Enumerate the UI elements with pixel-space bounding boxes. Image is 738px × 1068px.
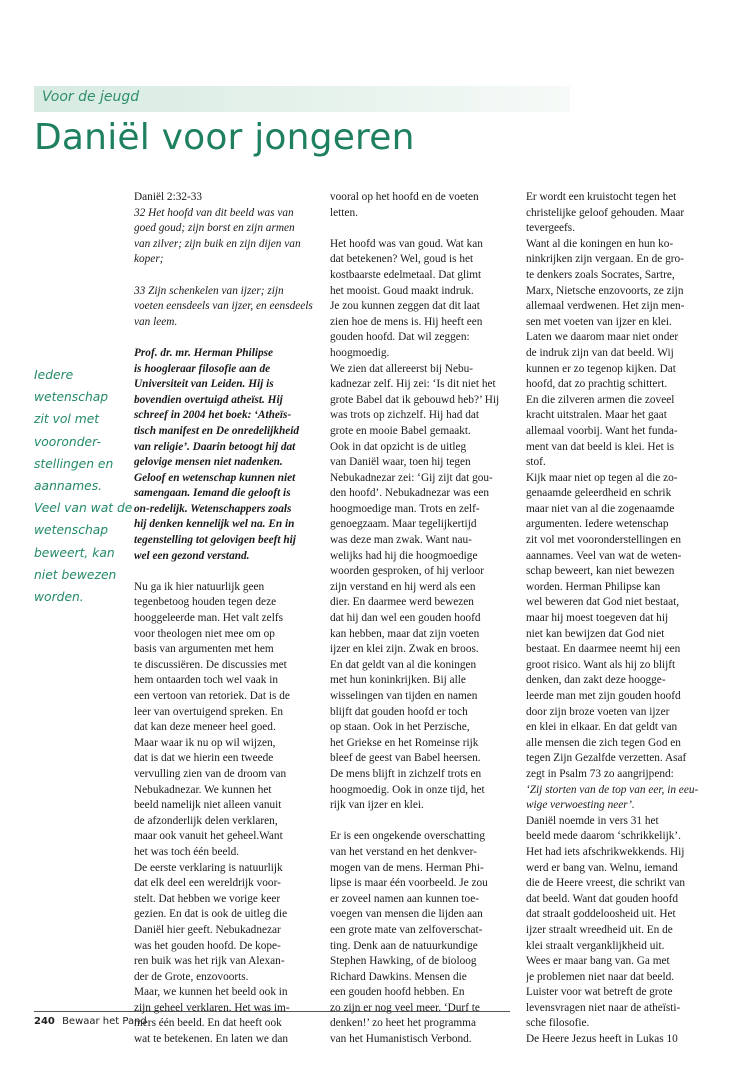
text-line: levensvragen niet naar de atheïsti- (526, 1001, 681, 1014)
text-line: gezien. En dat is ook de uitleg die (134, 908, 288, 921)
text-line: door zijn broze voeten van ijzer (526, 705, 670, 718)
section-label: Voor de jeugd (42, 89, 140, 105)
text-line: allemaal verdwenen. Het zijn men- (526, 300, 685, 313)
text-line: ijzer en klei zijn. Zwak en broos. (330, 643, 479, 656)
text-line: dat elk deel een wereldrijk voor- (134, 877, 281, 890)
pull-quote-line: Iedere (34, 368, 74, 382)
text-line: genoegzaam. Maar tegelijkertijd (330, 518, 477, 531)
text-column-2 (330, 190, 514, 1048)
text-line: denken, dan zakt deze hoogge- (526, 674, 666, 687)
text-line: dat kan deze meneer heel goed. (134, 721, 276, 734)
text-line: ting. Denk aan de natuurkundige (330, 939, 478, 952)
text-line: blijft dat gouden hoofd er toch (330, 705, 468, 718)
pull-quote-line: beweert, kan (34, 545, 115, 560)
text-line: tisch manifest en De onredelijkheid (134, 424, 300, 437)
pull-quote-line: wetenschap (34, 523, 109, 538)
text-line: van het verstand en het denkver- (330, 845, 477, 858)
text-line: kracht uitstralen. Maar het gaat (526, 409, 667, 422)
pull-quote (34, 364, 134, 608)
text-line: hoogmoedige man. Trots en zelf- (330, 502, 480, 515)
text-line: Richard Dawkins. Mensen die (330, 970, 467, 983)
text-line: schap beweert, kan niet bewezen (526, 565, 675, 578)
text-line: zien hoe de mens is. Hij heeft een (330, 315, 483, 328)
text-line: Geloof en wetenschap kunnen niet (134, 471, 296, 484)
text-line: bovendien overtuigd atheïst. Hij (134, 393, 283, 406)
text-line: stof. (526, 456, 546, 469)
text-line: was trots op zichzelf. Hij had dat (330, 409, 480, 422)
text-line: met hun koninkrijken. Bij alle (330, 674, 466, 687)
text-line: de indruk zijn van dat beeld. Wij (526, 346, 674, 359)
text-line: samengaan. Iemand die gelooft is (134, 487, 291, 500)
text-column-3 (526, 190, 710, 1048)
text-line: Nebukadnezar zei: ‘Gij zijt dat gou- (330, 471, 493, 484)
text-line: bleef de geest van Babel heersen. (330, 752, 481, 765)
text-line: ment van dat beeld is klei. Het is (526, 440, 675, 453)
pull-quote-line: worden. (34, 590, 84, 605)
text-line: 32 Het hoofd van dit beeld was van (134, 206, 294, 219)
text-line: Universiteit van Leiden. Hij is (134, 378, 274, 391)
text-line: Laten we daarom maar niet onder (526, 331, 679, 344)
text-line: kostbaarste edelmetaal. Dat glimt (330, 268, 482, 281)
text-line: En die zilveren armen die zoveel (526, 393, 675, 406)
text-line: je problemen niet naar dat beeld. (526, 970, 675, 983)
text-line: een grote mate van zelfoverschat- (330, 923, 483, 936)
text-line: er zoveel namen aan kunnen toe- (330, 892, 479, 905)
text-column-1 (134, 190, 320, 1048)
text-line: het Griekse en het Romeinse rijk (330, 736, 479, 749)
text-line: wisselingen van tijden en namen (330, 690, 478, 702)
text-line: hij denken kennelijk wel na. En in (134, 518, 295, 531)
text-line: maar niet van al die zogenaamde (526, 502, 675, 515)
text-line: leerde man met zijn gouden hoofd (526, 690, 681, 702)
pull-quote-line: niet bewezen (34, 567, 117, 582)
text-line: Kijk maar niet op tegen al die zo- (526, 471, 678, 484)
text-line: Prof. dr. mr. Herman Philipse (134, 346, 274, 359)
text-line: het mooist. Goud maakt indruk. (330, 284, 474, 297)
text-line: dat beeld. Want dat gouden hoofd (526, 892, 678, 905)
text-line: wat te betekenen. En laten we dan (134, 1033, 289, 1046)
text-line: maar ook vanuit het geheel.Want (134, 830, 283, 843)
text-line: gouden hoofd. Dat wil zeggen: (330, 331, 470, 344)
text-line: goed goud; zijn borst en zijn armen (134, 222, 295, 235)
text-line: werd er bang van. Welnu, iemand (526, 861, 678, 874)
text-line: het was toch één beeld. (134, 845, 240, 858)
text-line: die de Heere vreest, die schrikt van (526, 877, 686, 890)
text-line: schreef in 2004 het boek: ‘Atheïs- (134, 409, 292, 422)
text-line: rijk van ijzer en klei. (330, 799, 424, 812)
text-line: ‘Zij storten van de top van eer, in eeu- (526, 783, 699, 796)
text-line: vervulling zien van de droom van (134, 767, 287, 780)
text-line: welijks had hij die hoogmoedige (330, 549, 478, 562)
text-line: zijn geheel verklaren. Het was im- (134, 1001, 290, 1014)
text-line: lipse is maar één voorbeeld. Je zou (330, 877, 488, 890)
text-line: kadnezar zelf. Hij zei: ‘Is dit niet het (330, 378, 496, 391)
text-line: sen met voeten van ijzer en klei. (526, 315, 672, 328)
text-line: hoofd, dat zo prachtig schittert. (526, 378, 668, 391)
text-line: Luister voor wat betreft de grote (526, 986, 673, 999)
paragraph-gap (330, 221, 514, 237)
text-line: ijzer straalt wreedheid uit. En de (526, 923, 673, 936)
footer (34, 1016, 147, 1027)
text-line: kan hebben, maar dat zijn voeten (330, 627, 480, 640)
text-line: te denkers zoals Socrates, Sartre, (526, 268, 675, 281)
text-line: basis van argumenten met hem (134, 643, 274, 656)
text-line: hooggeleerde man. Het valt zelfs (134, 612, 283, 625)
footer-rule (34, 1011, 510, 1012)
text-line: allemaal voorbij. Want het funda- (526, 424, 678, 437)
text-line: dat is dat we hierin een tweede (134, 752, 274, 765)
text-line: te discussiëren. De discussies met (134, 658, 287, 671)
text-line: dat straalt goddeloosheid uit. Het (526, 908, 676, 921)
text-line: een vertoon van retoriek. Dat is de (134, 690, 290, 702)
text-line: Daniël hier geeft. Nebukadnezar (134, 923, 281, 936)
text-line: voeten eensdeels van ijzer, en eensdeels (134, 300, 313, 313)
text-line: Marx, Nietsche enzovoorts, ze zijn (526, 284, 684, 297)
publication-name: Bewaar het Pand (62, 1016, 147, 1027)
pull-quote-line: Veel van wat de (34, 501, 133, 516)
text-line: van het Humanistisch Verbond. (330, 1033, 472, 1046)
text-line: was deze man zwak. Want nau- (330, 534, 472, 547)
text-line: koper; (134, 253, 164, 266)
text-line: groot risico. Want als hij zo blijft (526, 658, 676, 671)
text-line: We zien dat allereerst bij Nebu- (330, 362, 474, 375)
text-line: Het had iets afschrikwekkends. Hij (526, 845, 685, 858)
text-line: en klei in elkaar. En dat geldt van (526, 721, 678, 734)
text-line: De eerste verklaring is natuurlijk (134, 861, 283, 874)
text-line: De mens blijft in zichzelf trots en (330, 767, 482, 780)
text-line: Maar, we kunnen het beeld ook in (134, 986, 288, 999)
text-line: Want al die koningen en hun ko- (526, 237, 674, 250)
text-line: argumenten. Iedere wetenschap (526, 518, 669, 531)
text-line: tegenstelling tot gelovigen beeft hij (134, 534, 296, 547)
text-line: Het hoofd was van goud. Wat kan (330, 237, 483, 250)
text-line: leer van overtuigend spreken. En (134, 705, 283, 718)
text-line: ren buik was het rijk van Alexan- (134, 955, 285, 968)
text-line: aannames. Veel van wat de weten- (526, 549, 682, 562)
text-line: Wees er maar bang van. Ga met (526, 955, 670, 968)
text-line: sche filosofie. (526, 1017, 590, 1030)
text-line: Er wordt een kruistocht tegen het (526, 191, 677, 203)
text-line: 33 Zijn schenkelen van ijzer; zijn (134, 284, 284, 297)
text-line: maar hij moest toegeven dat hij (526, 612, 669, 625)
text-line: hoogmoedig. (330, 346, 390, 359)
text-line: dat betekenen? Wel, goud is het (330, 253, 474, 266)
pull-quote-line: stellingen en (34, 456, 114, 471)
pull-quote-line: vooronder- (34, 434, 101, 449)
text-line: grote en mooie Babel gemaakt. (330, 424, 471, 437)
text-line: tevergeefs. (526, 222, 576, 235)
paragraph-gap (134, 268, 320, 284)
text-line: Nu ga ik hier natuurlijk geen (134, 580, 265, 593)
text-line: is hoogleraar filosofie aan de (134, 362, 271, 375)
text-line: den hoofd’. Nebukadnezar was een (330, 487, 490, 500)
text-line: letten. (330, 206, 358, 219)
text-line: was het gouden hoofd. De kope- (134, 939, 281, 952)
text-line: woorden gesproken, of hij verloor (330, 565, 485, 578)
text-line: beeld namelijk niet alleen vanuit (134, 799, 282, 812)
text-line: zegt in Psalm 73 zo aangrijpend: (526, 767, 674, 780)
text-line: van Daniël waar, toen hij tegen (330, 456, 471, 469)
text-line: on-redelijk. Wetenschappers zoals (134, 502, 292, 515)
text-line: gelovige mensen niet nadenken. (134, 456, 283, 469)
text-line: christelijke geloof gehouden. Maar (526, 206, 685, 219)
paragraph-gap (134, 564, 320, 580)
text-line: Stephen Hawking, of de bioloog (330, 955, 477, 968)
text-line: ninkrijken zijn vergaan. En de gro- (526, 253, 684, 266)
text-line: tegen Zijn Gezalfde verzetten. Asaf (526, 752, 687, 765)
text-line: van religie’. Daarin betoogt hij dat (134, 440, 296, 453)
page-number: 240 (34, 1016, 55, 1027)
text-line: alle mensen die zich tegen God en (526, 736, 681, 749)
text-line: genaamde geleerdheid en schrik (526, 487, 672, 500)
text-line: mers één beeld. En dat heeft ook (134, 1017, 282, 1030)
text-line: wel een gezond verstand. (134, 549, 250, 562)
text-line: voegen van mensen die lijden aan (330, 908, 483, 921)
text-line: De Heere Jezus heeft in Lukas 10 (526, 1033, 678, 1046)
text-line: beeld mede daarom ‘schrikkelijk’. (526, 830, 681, 843)
article-title: Daniël voor jongeren (34, 117, 415, 158)
text-line: worden. Herman Philipse kan (526, 580, 661, 593)
text-line: van zilver; zijn buik en zijn dijen van (134, 237, 301, 250)
text-line: denken!’ zo heet het programma (330, 1017, 476, 1030)
text-line: Nebukadnezar. We kunnen het (134, 783, 272, 796)
text-line: klei straalt verganklijkheid uit. (526, 939, 665, 952)
text-line: Daniël noemde in vers 31 het (526, 814, 659, 827)
text-line: zijn verstand en hij werd als een (330, 580, 476, 593)
text-line: wel beweren dat God niet bestaat, (526, 596, 680, 609)
text-line: de afzonderlijk delen verklaren, (134, 814, 278, 827)
text-line: Je zou kunnen zeggen dat dit laat (330, 300, 480, 313)
text-line: tegenbetoog houden tegen deze (134, 596, 277, 609)
text-line: op staan. Ook in het Perzische, (330, 721, 470, 734)
text-line: vooral op het hoofd en de voeten (330, 191, 479, 203)
text-line: mogen van de mens. Herman Phi- (330, 861, 484, 874)
paragraph-gap (134, 330, 320, 346)
text-line: hoogmoedig. Ook in onze tijd, het (330, 783, 485, 796)
text-line: Daniël 2:32-33 (134, 191, 203, 203)
text-line: kunnen er zo tegenop kijken. Dat (526, 362, 676, 375)
text-line: dier. En daarmee werd bewezen (330, 596, 474, 609)
text-line: En dat geldt van al die koningen (330, 658, 477, 671)
text-line: zit vol met vooronderstellingen en (526, 534, 681, 547)
pull-quote-line: zit vol met (34, 412, 100, 427)
text-line: grote Babel dat ik gebouwd heb?’ Hij (330, 393, 500, 406)
text-line: Ook in dat opzicht is de uitleg (330, 440, 467, 453)
text-line: zo zijn er nog veel meer. ‘Durf te (330, 1001, 480, 1014)
text-line: bestaat. En daarmee neemt hij een (526, 643, 681, 656)
text-line: een gouden hoofd hebben. En (330, 986, 465, 999)
text-line: voor theologen niet mee om op (134, 627, 275, 640)
text-line: stelt. Dat hebben we vorige keer (134, 892, 281, 905)
text-line: Er is een ongekende overschatting (330, 830, 485, 843)
text-line: hem ontaarden toch wel vaak in (134, 674, 278, 687)
text-line: niet kan bewijzen dat God niet (526, 627, 665, 640)
text-line: der de Grote, enzovoorts. (134, 970, 249, 983)
paragraph-gap (330, 814, 514, 830)
pull-quote-line: aannames. (34, 479, 103, 494)
text-line: wige verwoesting neer’. (526, 799, 635, 812)
text-line: dat hij dan wel een gouden hoofd (330, 612, 481, 625)
pull-quote-line: wetenschap (34, 390, 109, 405)
text-line: Maar waar ik nu op wil wijzen, (134, 736, 276, 749)
text-line: van leem. (134, 315, 178, 328)
